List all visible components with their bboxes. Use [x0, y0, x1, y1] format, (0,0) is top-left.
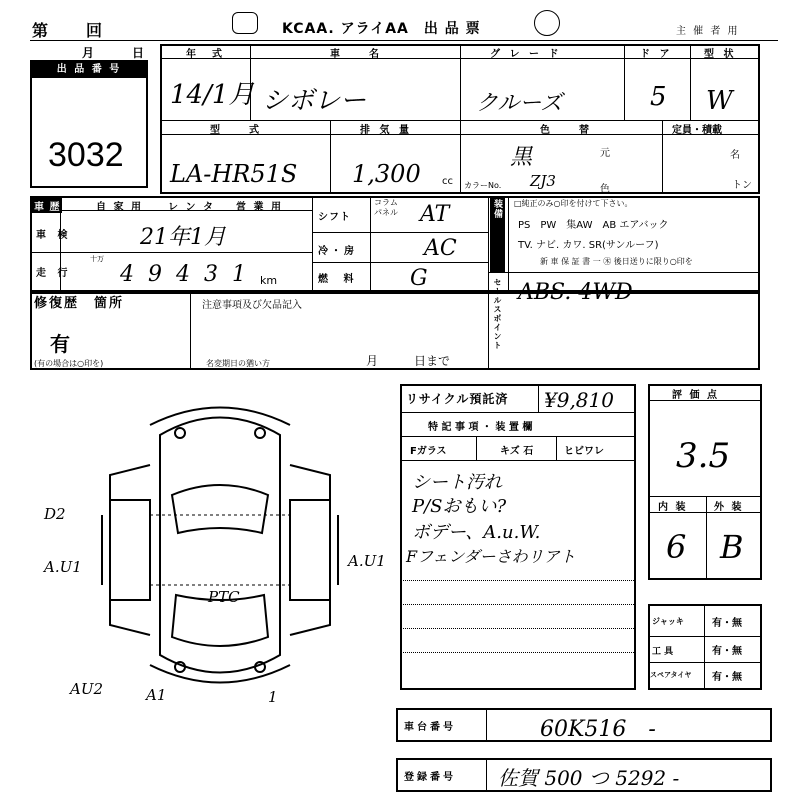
- accessory-label: 工 具: [652, 647, 674, 657]
- accessory-label: ジャッキ: [652, 617, 684, 626]
- accessory-value: 有・無: [712, 646, 742, 657]
- registration-value: 佐賀 500 つ 5292 -: [498, 766, 680, 790]
- diagram-mark: 1: [268, 688, 278, 706]
- shift-options: コラム パネル: [374, 198, 398, 217]
- sales-point-value: ABS. 4WD: [518, 280, 633, 305]
- equipment-line1: □純正のみ○印を付けて下さい。: [514, 199, 633, 208]
- mileage-unit-top: 十万: [90, 255, 104, 263]
- equipment-line2: PS PW 集AW AB エアバック: [518, 220, 669, 231]
- mileage-digit: 3: [204, 262, 218, 287]
- note-line: P/Sおもい?: [412, 496, 507, 517]
- mileage-label: 走 行: [36, 268, 72, 279]
- grade-label: グ レ ー ド: [490, 49, 562, 60]
- capacity-ton: トン: [732, 180, 752, 191]
- note-line: ボデー、A.u.W.: [412, 522, 541, 543]
- mileage-digit: 4: [176, 262, 190, 287]
- organizer-title: KCAA. アライAA 出 品 票: [282, 21, 481, 37]
- color-code-label: カラーNo.: [464, 181, 502, 190]
- diagram-mark: PTC: [208, 588, 240, 606]
- accessory-value: 有・無: [712, 618, 742, 629]
- displacement-value: 1,300: [352, 160, 421, 188]
- equipment-line3: TV. ナビ. カワ. SR(サンルーフ): [518, 240, 659, 251]
- shift-value: AT: [420, 202, 450, 227]
- chassis-label: 車台番号: [404, 722, 456, 733]
- chassis-value: 60K516 -: [540, 717, 656, 742]
- year-value: 14/1月: [170, 80, 255, 110]
- displacement-unit: cc: [442, 176, 453, 187]
- doors-value: 5: [650, 82, 667, 112]
- car-diagram: [90, 405, 350, 695]
- diagram-mark: AU2: [70, 680, 104, 698]
- diagram-mark: A.U1: [348, 552, 386, 570]
- lot-box: [30, 60, 148, 188]
- deadline-label: 名変期日の猶い方: [206, 359, 270, 368]
- color-suffix: 色: [600, 184, 610, 195]
- grade-label: 評 価 点: [672, 390, 719, 401]
- grade-value: 3.5: [676, 436, 731, 476]
- notes-label: 特 記 事 項 ・ 装 置 欄: [428, 422, 533, 433]
- glass-stone: キズ 石: [500, 446, 534, 457]
- interior-value: 6: [666, 528, 687, 566]
- type-label: 型 状: [704, 49, 737, 60]
- shift-label: シフト: [318, 212, 351, 223]
- year-label: 年 式: [186, 49, 225, 60]
- diagram-mark: A.U1: [44, 558, 82, 576]
- ac-label: 冷・房: [318, 246, 357, 257]
- car-body-outline: [160, 418, 280, 673]
- deadline-day: 日まで: [414, 354, 451, 368]
- recycle-label: リサイクル預託済: [406, 392, 509, 406]
- type-value: W: [706, 86, 733, 116]
- color-value: 黒: [510, 145, 533, 170]
- glass-label: Fガラス: [410, 446, 447, 457]
- color-code-value: ZJ3: [530, 172, 556, 190]
- color-label: 色 替: [540, 125, 592, 136]
- commercial-label: 営 業 用: [236, 202, 283, 213]
- history-label: 車 歴: [32, 198, 62, 213]
- deadline-month: 月: [366, 354, 379, 368]
- accessory-label: スペアタイヤ: [650, 671, 692, 679]
- exterior-label: 外 装: [714, 502, 744, 513]
- inspection-value: 21年1月: [140, 225, 226, 250]
- repair-grid: [30, 292, 760, 370]
- seal-icon: [534, 10, 560, 36]
- recycle-value: ¥9,810: [544, 388, 614, 412]
- equipment-line4: 新 車 保 証 書 一 ㊍ 後日送りに限り○印を: [540, 257, 693, 266]
- repair-note: (有の場合は○印を): [34, 359, 104, 368]
- repair-value: 有: [50, 332, 70, 356]
- name-label: 車 名: [330, 49, 382, 60]
- private-use-label: 自 家 用: [96, 202, 143, 213]
- session-label: 第 回: [32, 21, 105, 40]
- displacement-label: 排 気 量: [360, 125, 412, 136]
- fuel-value: G: [410, 266, 428, 291]
- equipment-side-label: 装備: [490, 198, 505, 272]
- notice-label: 注意事項及び欠品記入: [202, 300, 302, 311]
- inspection-label: 車 検: [36, 230, 72, 241]
- grade-value: クルーズ: [476, 91, 563, 116]
- note-line: シート汚れ: [412, 472, 502, 493]
- color-orig-label: 元: [600, 148, 610, 159]
- rental-label: レ ン タ: [168, 202, 215, 213]
- note-line: Fフェンダーさわリアト: [406, 547, 576, 566]
- diagram-mark: D2: [44, 505, 66, 523]
- registration-label: 登録番号: [404, 772, 456, 783]
- stamp-circle-icon: [232, 12, 258, 34]
- sales-point-label: セールスポイント: [493, 278, 502, 350]
- repair-label: 修復歴 箇所: [34, 296, 125, 311]
- mileage-unit: km: [260, 274, 278, 287]
- capacity-person: 名: [730, 150, 740, 161]
- sponsor-label: 主 催 者 用: [676, 26, 740, 37]
- exterior-value: B: [720, 528, 744, 566]
- capacity-label: 定員・積載: [672, 125, 722, 136]
- interior-label: 内 装: [658, 502, 688, 513]
- lot-label: 出 品 番 号: [32, 62, 146, 78]
- mileage-digit: 4: [120, 262, 142, 287]
- month-label: 月: [82, 46, 95, 60]
- mileage-digit: 9: [148, 262, 162, 287]
- ac-value: AC: [424, 236, 457, 261]
- glass-crack: ヒビワレ: [564, 446, 604, 457]
- fuel-label: 燃 料: [318, 274, 360, 285]
- lot-number: 3032: [48, 136, 124, 174]
- accessory-value: 有・無: [712, 672, 742, 683]
- name-value: シボレー: [262, 86, 367, 116]
- diagram-mark: A1: [146, 686, 167, 704]
- model-value: LA-HR51S: [170, 160, 298, 188]
- mileage-digit: 1: [232, 262, 246, 287]
- model-label: 型 式: [210, 125, 262, 136]
- doors-label: ド ア: [640, 49, 673, 60]
- day-label: 日: [132, 46, 145, 60]
